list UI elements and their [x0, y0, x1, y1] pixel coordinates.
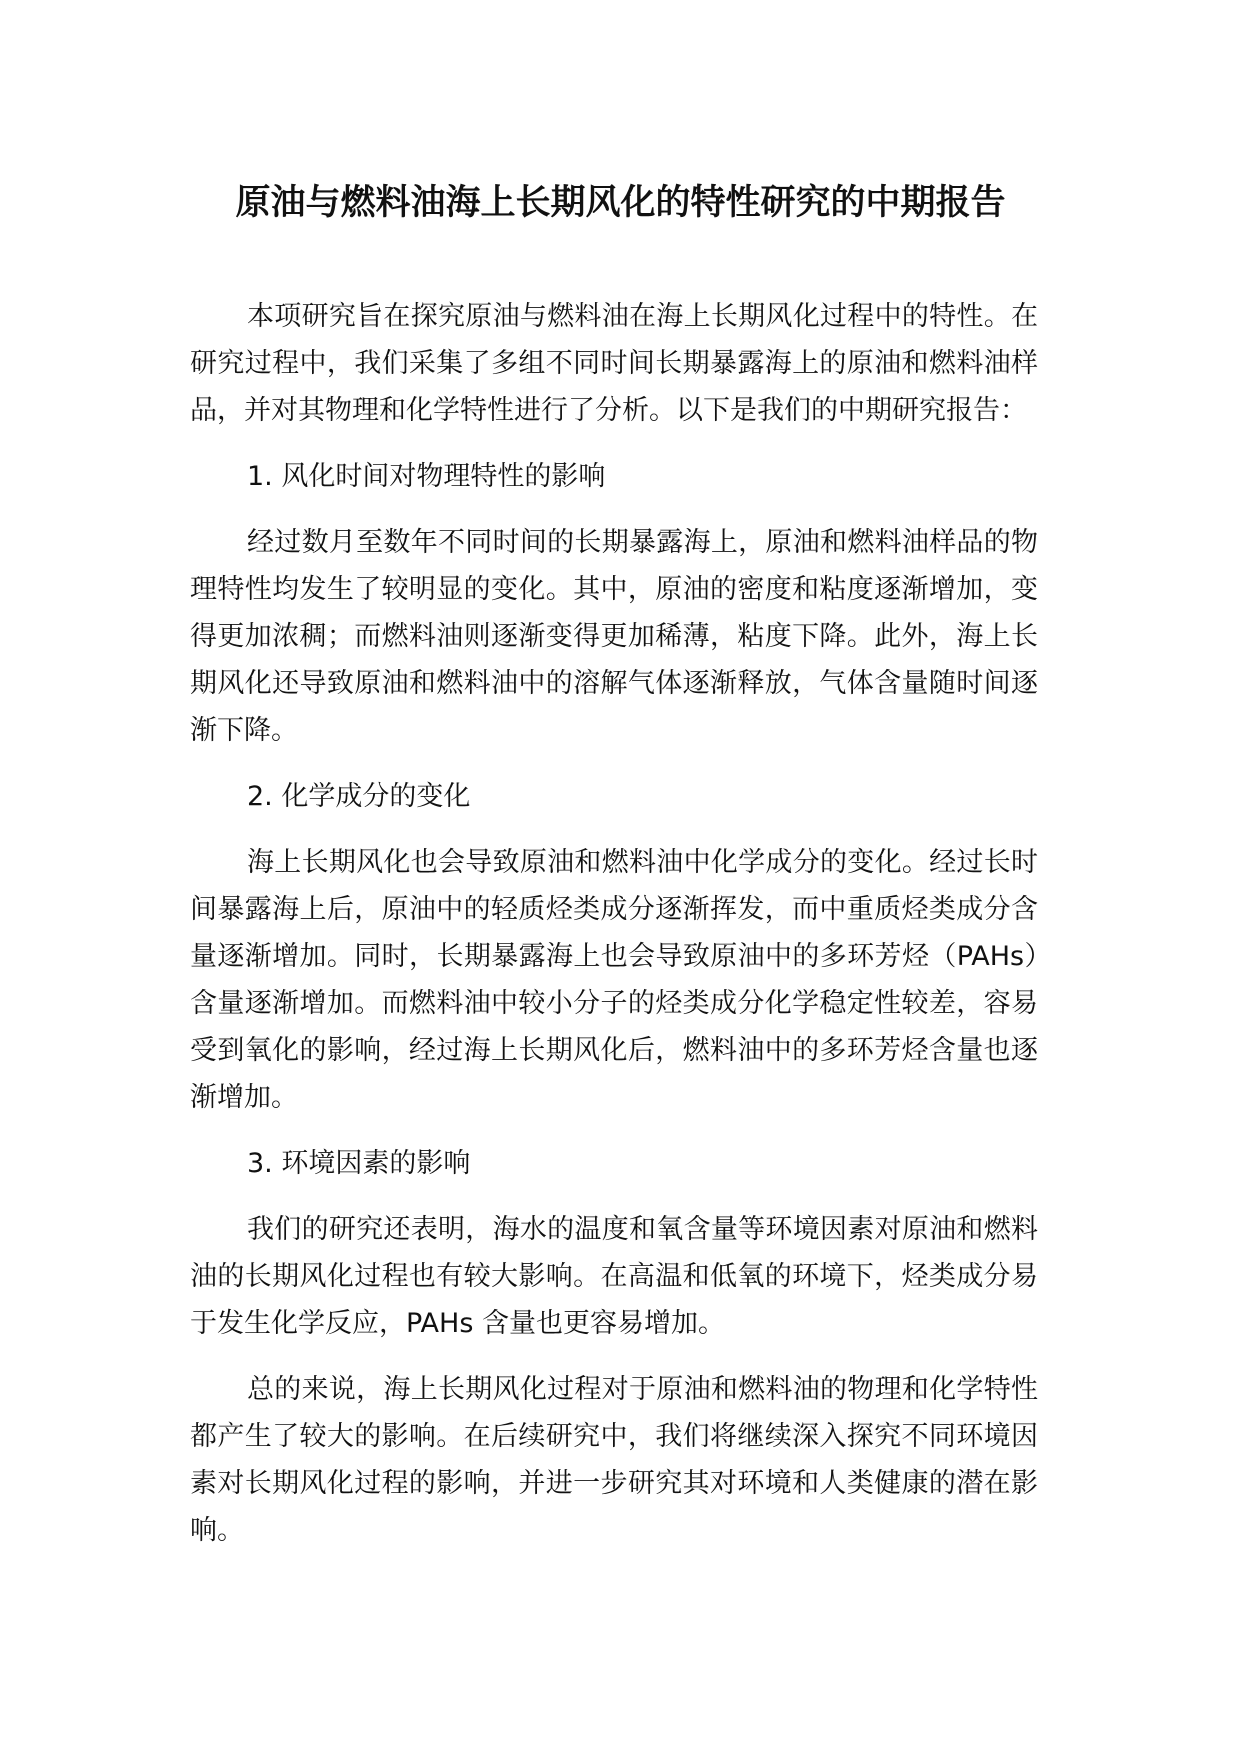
section-heading-1: 1. 风化时间对物理特性的影响 — [247, 461, 606, 492]
conclusion-paragraph: 总的来说，海上长期风化过程对于原油和燃料油的物理和化学特性都产生了较大的影响。在后续研究中，我们将继续深入探究不同环境因素对长期风化过程的影响，并进一步研究其对环境和人类健康的潜在影响。 — [190, 1374, 1038, 1546]
section-1-paragraph: 经过数月至数年不同时间的长期暴露海上，原油和燃料油样品的物理特性均发生了较明显的变化。其中，原油的密度和粘度逐渐增加，变得更加浓稠；而燃料油则逐渐变得更加稀薄，粘度下降。此外，海上长期风化还导致原油和燃料油中的溶解气体逐渐释放，气体含量随时间逐渐下降。 — [190, 527, 1038, 746]
section-2-paragraph: 海上长期风化也会导致原油和燃料油中化学成分的变化。经过长时间暴露海上后，原油中的轻质烃类成分逐渐挥发，而中重质烃类成分含量逐渐增加。同时，长期暴露海上也会导致原油中的多环芳烃（PAHs）含量逐渐增加。而燃料油中较小分子的烃类成分化学稳定性较差，容易受到氧化的影响，经过海上长期风化后，燃料油中的多环芳烃含量也逐渐增加。 — [190, 847, 1038, 1113]
intro-paragraph: 本项研究旨在探究原油与燃料油在海上长期风化过程中的特性。在研究过程中，我们采集了多组不同时间长期暴露海上的原油和燃料油样品，并对其物理和化学特性进行了分析。以下是我们的中期研究报告： — [190, 301, 1038, 426]
section-heading-3: 3. 环境因素的影响 — [247, 1148, 471, 1179]
document-body — [190, 293, 1038, 1573]
document-title: 原油与燃料油海上长期风化的特性研究的中期报告 — [235, 183, 1006, 223]
section-heading-2: 2. 化学成分的变化 — [247, 781, 471, 812]
section-3-paragraph: 我们的研究还表明，海水的温度和氧含量等环境因素对原油和燃料油的长期风化过程也有较大影响。在高温和低氧的环境下，烃类成分易于发生化学反应，PAHs 含量也更容易增加。 — [190, 1214, 1038, 1339]
